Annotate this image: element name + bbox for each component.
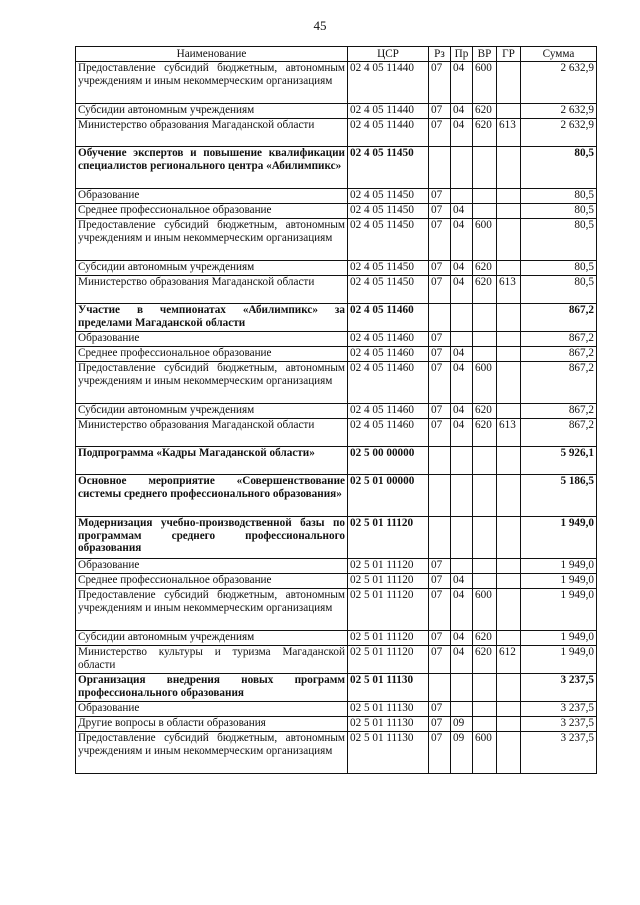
cell-rz: 07 <box>429 261 451 276</box>
cell-vr <box>473 332 497 347</box>
cell-sum: 867,2 <box>521 362 597 404</box>
cell-vr: 620 <box>473 104 497 119</box>
cell-gr <box>497 261 521 276</box>
cell-vr <box>473 475 497 517</box>
cell-pr: 09 <box>451 732 473 774</box>
cell-rz: 07 <box>429 574 451 589</box>
header-sum: Сумма <box>521 47 597 62</box>
cell-csr: 02 4 05 11450 <box>348 261 429 276</box>
cell-name: Предоставление субсидий бюджетным, автономным учреждениям и иным некоммерческим организациям <box>76 732 348 774</box>
cell-csr: 02 5 01 11130 <box>348 717 429 732</box>
cell-csr: 02 5 01 11120 <box>348 517 429 559</box>
cell-name: Субсидии автономным учреждениям <box>76 404 348 419</box>
cell-pr: 04 <box>451 646 473 674</box>
cell-vr <box>473 204 497 219</box>
cell-sum: 2 632,9 <box>521 104 597 119</box>
cell-sum: 1 949,0 <box>521 589 597 631</box>
cell-gr <box>497 404 521 419</box>
table-row <box>76 219 597 261</box>
cell-rz <box>429 304 451 332</box>
cell-name: Организация внедрения новых программ профессионального образования <box>76 674 348 702</box>
cell-csr: 02 5 01 11130 <box>348 702 429 717</box>
cell-csr: 02 4 05 11460 <box>348 347 429 362</box>
cell-sum: 3 237,5 <box>521 674 597 702</box>
cell-name: Образование <box>76 702 348 717</box>
cell-rz: 07 <box>429 276 451 304</box>
cell-pr <box>451 147 473 189</box>
cell-rz <box>429 517 451 559</box>
cell-csr: 02 4 05 11450 <box>348 147 429 189</box>
cell-name: Среднее профессиональное образование <box>76 574 348 589</box>
cell-csr: 02 5 01 11120 <box>348 574 429 589</box>
table-row <box>76 189 597 204</box>
cell-vr <box>473 559 497 574</box>
cell-rz: 07 <box>429 631 451 646</box>
cell-vr <box>473 447 497 475</box>
cell-vr: 600 <box>473 732 497 774</box>
cell-rz: 07 <box>429 119 451 147</box>
cell-rz: 07 <box>429 404 451 419</box>
cell-csr: 02 4 05 11440 <box>348 62 429 104</box>
cell-gr <box>497 204 521 219</box>
cell-sum: 867,2 <box>521 419 597 447</box>
cell-rz: 07 <box>429 419 451 447</box>
cell-csr: 02 5 00 00000 <box>348 447 429 475</box>
cell-rz: 07 <box>429 332 451 347</box>
cell-vr <box>473 674 497 702</box>
cell-csr: 02 5 01 11130 <box>348 732 429 774</box>
table-row <box>76 589 597 631</box>
cell-vr <box>473 147 497 189</box>
cell-rz <box>429 475 451 517</box>
cell-pr <box>451 559 473 574</box>
table-row <box>76 447 597 475</box>
cell-name: Среднее профессиональное образование <box>76 347 348 362</box>
header-pr: Пр <box>451 47 473 62</box>
cell-rz: 07 <box>429 347 451 362</box>
cell-csr: 02 5 01 11120 <box>348 589 429 631</box>
cell-name: Предоставление субсидий бюджетным, автономным учреждениям и иным некоммерческим организациям <box>76 589 348 631</box>
cell-sum: 3 237,5 <box>521 702 597 717</box>
cell-name: Предоставление субсидий бюджетным, автономным учреждениям и иным некоммерческим организациям <box>76 62 348 104</box>
cell-gr <box>497 304 521 332</box>
cell-gr <box>497 189 521 204</box>
table-row <box>76 104 597 119</box>
cell-sum: 1 949,0 <box>521 646 597 674</box>
cell-csr: 02 4 05 11460 <box>348 404 429 419</box>
table-row <box>76 732 597 774</box>
cell-vr <box>473 574 497 589</box>
cell-vr: 600 <box>473 219 497 261</box>
cell-csr: 02 5 01 11120 <box>348 646 429 674</box>
table-row <box>76 559 597 574</box>
cell-csr: 02 4 05 11450 <box>348 219 429 261</box>
table-row <box>76 631 597 646</box>
cell-rz: 07 <box>429 62 451 104</box>
table-row <box>76 261 597 276</box>
cell-csr: 02 4 05 11450 <box>348 276 429 304</box>
table-body <box>76 62 597 774</box>
cell-name: Основное мероприятие «Совершенствование системы среднего профессионального образования» <box>76 475 348 517</box>
cell-gr <box>497 362 521 404</box>
cell-sum: 80,5 <box>521 219 597 261</box>
cell-name: Участие в чемпионатах «Абилимпикс» за пределами Магаданской области <box>76 304 348 332</box>
cell-sum: 1 949,0 <box>521 574 597 589</box>
table-row <box>76 404 597 419</box>
cell-gr <box>497 702 521 717</box>
cell-sum: 80,5 <box>521 189 597 204</box>
table-row <box>76 204 597 219</box>
cell-rz: 07 <box>429 732 451 774</box>
cell-sum: 867,2 <box>521 347 597 362</box>
cell-pr: 04 <box>451 347 473 362</box>
cell-gr: 612 <box>497 646 521 674</box>
cell-gr <box>497 104 521 119</box>
cell-name: Министерство образования Магаданской области <box>76 119 348 147</box>
cell-name: Предоставление субсидий бюджетным, автономным учреждениям и иным некоммерческим организациям <box>76 219 348 261</box>
cell-gr <box>497 447 521 475</box>
cell-sum: 3 237,5 <box>521 732 597 774</box>
cell-rz <box>429 674 451 702</box>
cell-rz: 07 <box>429 362 451 404</box>
cell-name: Субсидии автономным учреждениям <box>76 261 348 276</box>
cell-pr: 04 <box>451 219 473 261</box>
header-rz: Рз <box>429 47 451 62</box>
cell-name: Модернизация учебно-производственной базы по программам среднего профессионального образования <box>76 517 348 559</box>
cell-gr <box>497 717 521 732</box>
cell-pr: 04 <box>451 631 473 646</box>
cell-csr: 02 5 01 11130 <box>348 674 429 702</box>
cell-gr <box>497 589 521 631</box>
cell-gr <box>497 219 521 261</box>
cell-vr: 620 <box>473 404 497 419</box>
cell-name: Министерство культуры и туризма Магаданской области <box>76 646 348 674</box>
cell-name: Министерство образования Магаданской области <box>76 419 348 447</box>
cell-gr <box>497 574 521 589</box>
cell-gr <box>497 147 521 189</box>
header-vr: ВР <box>473 47 497 62</box>
cell-vr: 620 <box>473 646 497 674</box>
cell-rz: 07 <box>429 717 451 732</box>
page-number: 45 <box>313 18 327 33</box>
cell-gr <box>497 517 521 559</box>
cell-gr: 613 <box>497 119 521 147</box>
cell-csr: 02 4 05 11450 <box>348 204 429 219</box>
cell-vr: 600 <box>473 589 497 631</box>
cell-csr: 02 4 05 11460 <box>348 304 429 332</box>
cell-sum: 1 949,0 <box>521 631 597 646</box>
cell-rz: 07 <box>429 589 451 631</box>
cell-vr: 620 <box>473 119 497 147</box>
cell-vr: 600 <box>473 362 497 404</box>
cell-csr: 02 4 05 11450 <box>348 189 429 204</box>
cell-name: Предоставление субсидий бюджетным, автономным учреждениям и иным некоммерческим организациям <box>76 362 348 404</box>
cell-pr: 04 <box>451 404 473 419</box>
cell-vr <box>473 717 497 732</box>
cell-gr <box>497 475 521 517</box>
cell-pr <box>451 517 473 559</box>
budget-table <box>75 46 597 774</box>
cell-sum: 80,5 <box>521 261 597 276</box>
cell-vr <box>473 702 497 717</box>
cell-sum: 80,5 <box>521 276 597 304</box>
cell-rz: 07 <box>429 204 451 219</box>
cell-csr: 02 5 01 11120 <box>348 631 429 646</box>
cell-sum: 867,2 <box>521 304 597 332</box>
cell-gr <box>497 62 521 104</box>
header-name: Наименование <box>76 47 348 62</box>
cell-pr: 04 <box>451 419 473 447</box>
cell-name: Министерство образования Магаданской области <box>76 276 348 304</box>
cell-rz: 07 <box>429 646 451 674</box>
cell-csr: 02 4 05 11460 <box>348 362 429 404</box>
cell-pr: 04 <box>451 362 473 404</box>
cell-sum: 1 949,0 <box>521 559 597 574</box>
table-row <box>76 674 597 702</box>
table-row <box>76 62 597 104</box>
cell-pr: 04 <box>451 574 473 589</box>
cell-vr <box>473 517 497 559</box>
cell-pr: 04 <box>451 589 473 631</box>
table-row <box>76 517 597 559</box>
cell-pr <box>451 332 473 347</box>
cell-pr <box>451 702 473 717</box>
cell-vr: 600 <box>473 62 497 104</box>
cell-csr: 02 4 05 11460 <box>348 332 429 347</box>
cell-name: Субсидии автономным учреждениям <box>76 631 348 646</box>
cell-pr <box>451 304 473 332</box>
cell-pr: 04 <box>451 261 473 276</box>
header-gr: ГР <box>497 47 521 62</box>
table-row <box>76 475 597 517</box>
cell-csr: 02 4 05 11440 <box>348 119 429 147</box>
cell-name: Образование <box>76 559 348 574</box>
table-row <box>76 276 597 304</box>
cell-vr <box>473 347 497 362</box>
cell-vr: 620 <box>473 276 497 304</box>
cell-vr: 620 <box>473 419 497 447</box>
cell-sum: 5 186,5 <box>521 475 597 517</box>
cell-vr: 620 <box>473 261 497 276</box>
table-row <box>76 332 597 347</box>
table-row <box>76 304 597 332</box>
cell-name: Среднее профессиональное образование <box>76 204 348 219</box>
cell-sum: 2 632,9 <box>521 119 597 147</box>
table-header <box>76 47 597 62</box>
cell-rz: 07 <box>429 702 451 717</box>
cell-pr: 04 <box>451 104 473 119</box>
cell-name: Субсидии автономным учреждениям <box>76 104 348 119</box>
cell-pr <box>451 475 473 517</box>
cell-sum: 2 632,9 <box>521 62 597 104</box>
table-row <box>76 419 597 447</box>
cell-pr: 04 <box>451 62 473 104</box>
cell-name: Подпрограмма «Кадры Магаданской области» <box>76 447 348 475</box>
cell-vr: 620 <box>473 631 497 646</box>
table-row <box>76 646 597 674</box>
cell-csr: 02 4 05 11440 <box>348 104 429 119</box>
cell-vr <box>473 189 497 204</box>
table-row <box>76 347 597 362</box>
cell-sum: 80,5 <box>521 147 597 189</box>
table-row <box>76 702 597 717</box>
cell-rz: 07 <box>429 189 451 204</box>
cell-rz: 07 <box>429 104 451 119</box>
header-csr: ЦСР <box>348 47 429 62</box>
cell-csr: 02 5 01 00000 <box>348 475 429 517</box>
table-row <box>76 362 597 404</box>
cell-csr: 02 5 01 11120 <box>348 559 429 574</box>
cell-pr: 04 <box>451 276 473 304</box>
cell-name: Обучение экспертов и повышение квалификации специалистов регионального центра «Абилимпикс» <box>76 147 348 189</box>
cell-sum: 1 949,0 <box>521 517 597 559</box>
cell-gr: 613 <box>497 419 521 447</box>
cell-gr <box>497 332 521 347</box>
cell-sum: 867,2 <box>521 404 597 419</box>
table-row <box>76 147 597 189</box>
cell-pr <box>451 189 473 204</box>
cell-name: Образование <box>76 189 348 204</box>
cell-name: Другие вопросы в области образования <box>76 717 348 732</box>
cell-csr: 02 4 05 11460 <box>348 419 429 447</box>
cell-gr <box>497 674 521 702</box>
table-row <box>76 574 597 589</box>
cell-gr <box>497 347 521 362</box>
cell-pr <box>451 674 473 702</box>
cell-vr <box>473 304 497 332</box>
cell-sum: 80,5 <box>521 204 597 219</box>
cell-rz: 07 <box>429 559 451 574</box>
cell-pr: 04 <box>451 119 473 147</box>
cell-name: Образование <box>76 332 348 347</box>
cell-rz <box>429 447 451 475</box>
cell-rz <box>429 147 451 189</box>
cell-gr <box>497 559 521 574</box>
table-row <box>76 717 597 732</box>
cell-sum: 867,2 <box>521 332 597 347</box>
cell-sum: 3 237,5 <box>521 717 597 732</box>
cell-sum: 5 926,1 <box>521 447 597 475</box>
cell-pr <box>451 447 473 475</box>
cell-rz: 07 <box>429 219 451 261</box>
cell-gr <box>497 732 521 774</box>
cell-gr: 613 <box>497 276 521 304</box>
cell-pr: 04 <box>451 204 473 219</box>
cell-pr: 09 <box>451 717 473 732</box>
table-row <box>76 119 597 147</box>
cell-gr <box>497 631 521 646</box>
